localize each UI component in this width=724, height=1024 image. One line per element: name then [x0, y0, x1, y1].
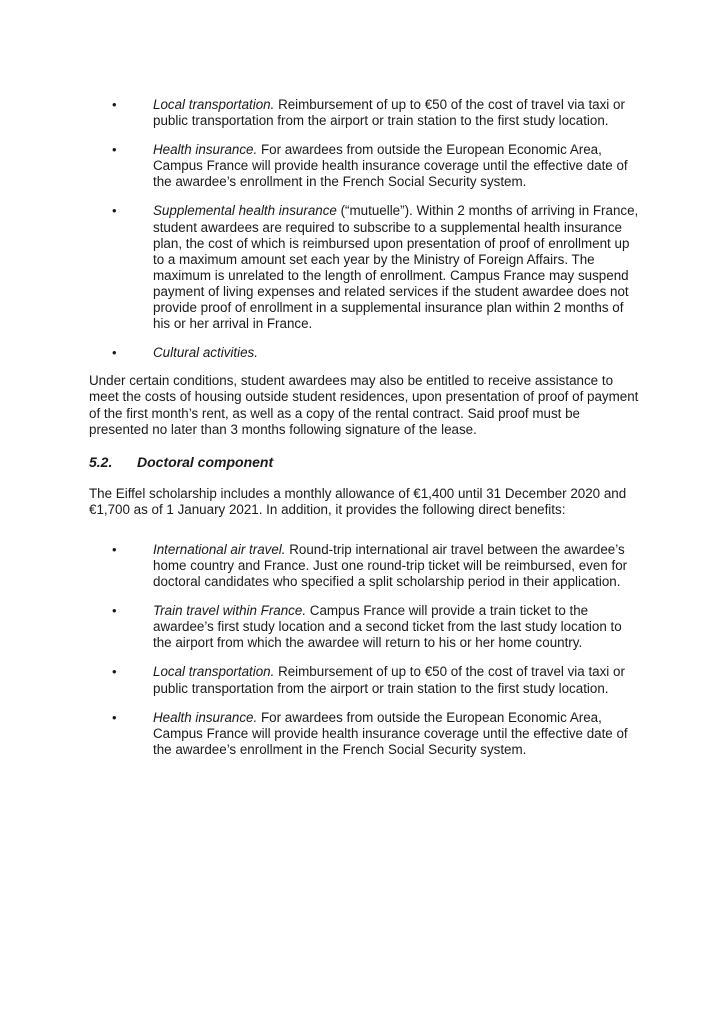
benefits-list-student: [89, 97, 641, 361]
list-item: [89, 142, 641, 190]
benefit-term: Local transportation.: [153, 664, 275, 680]
list-item: [89, 97, 641, 129]
bullet-icon: •: [112, 97, 117, 112]
benefit-term: Supplemental health insurance: [153, 203, 337, 219]
benefit-term: Cultural activities.: [153, 345, 258, 361]
list-item: [89, 710, 641, 758]
doctoral-intro-paragraph: The Eiffel scholarship includes a monthly allowance of €1,400 until 31 December 2020 and €1,700 as of 1 January 2021. In addition, it provides the following direct benefits:: [89, 485, 627, 517]
section-number: 5.2.: [89, 453, 113, 470]
list-item: [89, 203, 641, 332]
benefit-text: Campus France will provide a train ticket to the awardee’s first study location and a second ticket from the last study location to the airport from which the awardee will return to his or her home country.: [153, 603, 622, 651]
list-item: [89, 664, 641, 696]
benefit-term: International air travel.: [153, 541, 286, 557]
list-item: [89, 345, 641, 361]
benefit-text: Reimbursement of up to €50 of the cost of travel via taxi or public transportation from the airport or train station to the first study location.: [153, 664, 625, 696]
benefit-text: (“mutuelle”). Within 2 months of arriving in France, student awardees are required to subscribe to a supplemental health insurance plan, the cost of which is reimbursed upon presentation of proof of enrollment up to a maximum amount set each year by the Ministry of Foreign Affairs. The maximum is unrelated to the length of enrollment. Campus France may suspend payment of living expenses and related services if the student awardee does not provide proof of enrollment in a supplemental insurance plan within 2 months of his or her arrival in France.: [153, 203, 639, 332]
benefit-term: Local transportation.: [153, 97, 275, 112]
section-heading: [89, 454, 641, 470]
benefit-term: Train travel within France.: [153, 603, 307, 619]
benefit-text: Reimbursement of up to €50 of the cost of travel via taxi or public transportation from the airport or train station to the first study location.: [153, 97, 625, 129]
bullet-icon: •: [112, 664, 117, 680]
bullet-icon: •: [112, 142, 117, 158]
benefit-text: For awardees from outside the European Economic Area, Campus France will provide health insurance coverage until the effective date of the awardee’s enrollment in the French Social Security system.: [153, 142, 628, 190]
bullet-icon: •: [112, 541, 117, 557]
benefit-text: Round-trip international air travel between the awardee’s home country and France. Just one round-trip ticket will be reimbursed, even for doctoral candidates who specified a split scholarship period in their application.: [153, 541, 628, 590]
benefit-term: Health insurance.: [153, 709, 258, 725]
list-item: [89, 542, 641, 590]
document-body: [89, 97, 641, 771]
section-title: Doctoral component: [137, 453, 274, 470]
list-item: [89, 603, 641, 651]
benefits-list-doctoral: [89, 542, 641, 758]
bullet-icon: •: [112, 709, 117, 725]
bullet-icon: •: [112, 203, 117, 219]
benefit-term: Health insurance.: [153, 142, 258, 158]
housing-paragraph: Under certain conditions, student awardees may also be entitled to receive assistance to meet the costs of housing outside student residences, upon presentation of proof of payment of the first month’s rent, as well as a copy of the rental contract. Said proof must be presented no later than 3 months following signature of the lease.: [89, 373, 639, 437]
benefit-text: For awardees from outside the European Economic Area, Campus France will provide health insurance coverage until the effective date of the awardee’s enrollment in the French Social Security system.: [153, 709, 628, 757]
bullet-icon: •: [112, 603, 117, 619]
bullet-icon: •: [112, 345, 117, 361]
